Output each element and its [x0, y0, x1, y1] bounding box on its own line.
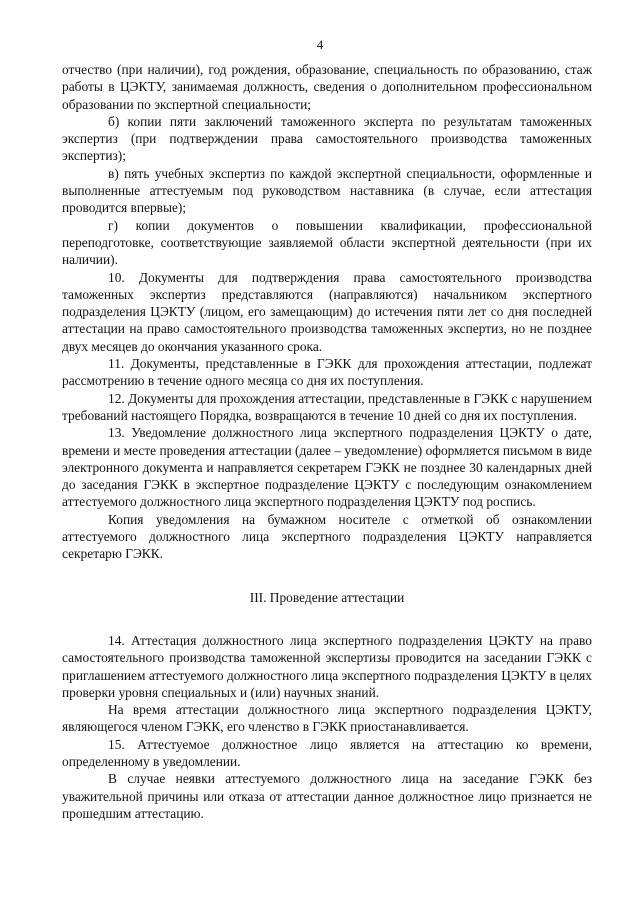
document-body — [62, 61, 592, 822]
paragraph-12: 12. Документы для прохождения аттестации, представленные в ГЭКК с нарушением требований настоящего Порядка, возвращаются в течение 10 дней со дня их поступления. — [62, 390, 592, 423]
paragraph-13: 13. Уведомление должностного лица экспертного подразделения ЦЭКТУ о дате, времени и месте проведения аттестации (далее – уведомление) оформляется письмом в виде электронного документа и направляется секретарем ГЭКК не позднее 30 календарных дней до заседания ГЭКК в экспертное подразделение ЦЭКТУ с последующим ознакомлением аттестуемого должностного лица экспертного подразделения ЦЭКТУ под роспись. — [62, 425, 592, 510]
paragraph-14: 14. Аттестация должностного лица экспертного подразделения ЦЭКТУ на право самостоятельного производства таможенной экспертизы проводится на заседании ГЭКК с приглашением аттестуемого должностного лица экспертного подразделения ЦЭКТУ в целях проверки уровня специальных и (или) научных знаний. — [62, 632, 592, 700]
page-number: 4 — [316, 37, 324, 52]
paragraph-13-copy: Копия уведомления на бумажном носителе с отметкой об ознакомлении аттестуемого должностного лица экспертного подразделения ЦЭКТУ направляется секретарю ГЭКК. — [62, 511, 592, 562]
paragraph-continuation: отчество (при наличии), год рождения, образование, специальность по образованию, стаж работы в ЦЭКТУ, занимаемая должность, сведения о дополнительном профессиональном образовании по экспертной специальности; — [62, 62, 592, 112]
paragraph-14-membership: На время аттестации должностного лица экспертного подразделения ЦЭКТУ, являющегося членом ГЭКК, его членство в ГЭКК приостанавливается. — [62, 702, 592, 735]
section-heading: III. Проведение аттестации — [249, 589, 405, 605]
paragraph-11: 11. Документы, представленные в ГЭКК для прохождения аттестации, подлежат рассмотрению в течение одного месяца со дня их поступления. — [62, 356, 592, 389]
paragraph-item-v: в) пять учебных экспертиз по каждой экспертной специальности, оформленные и выполненные аттестуемым под руководством наставника (в случае, если аттестация проводится впервые); — [62, 165, 592, 216]
paragraph-15: 15. Аттестуемое должностное лицо является на аттестацию ко времени, определенному в уведомлении. — [62, 736, 592, 769]
paragraph-15-absence: В случае неявки аттестуемого должностного лица на заседание ГЭКК без уважительной причины или отказа от аттестации данное должностное лицо признается не прошедшим аттестацию. — [62, 771, 592, 821]
paragraph-item-g: г) копии документов о повышении квалификации, профессиональной переподготовке, соответствующие заявляемой области экспертной деятельности (при их наличии). — [62, 217, 592, 268]
paragraph-item-b: б) копии пяти заключений таможенного эксперта по результатам таможенных экспертиз (при подтверждении права самостоятельного производства таможенных экспертиз); — [62, 113, 592, 164]
paragraph-10: 10. Документы для подтверждения права самостоятельного производства таможенных экспертиз представляются (направляются) начальником экспертного подразделения ЦЭКТУ (лицом, его замещающим) до истечения пяти лет со дня последней аттестации на право самостоятельного производства таможенных экспертиз, но не позднее двух месяцев до окончания указанного срока. — [62, 269, 592, 354]
